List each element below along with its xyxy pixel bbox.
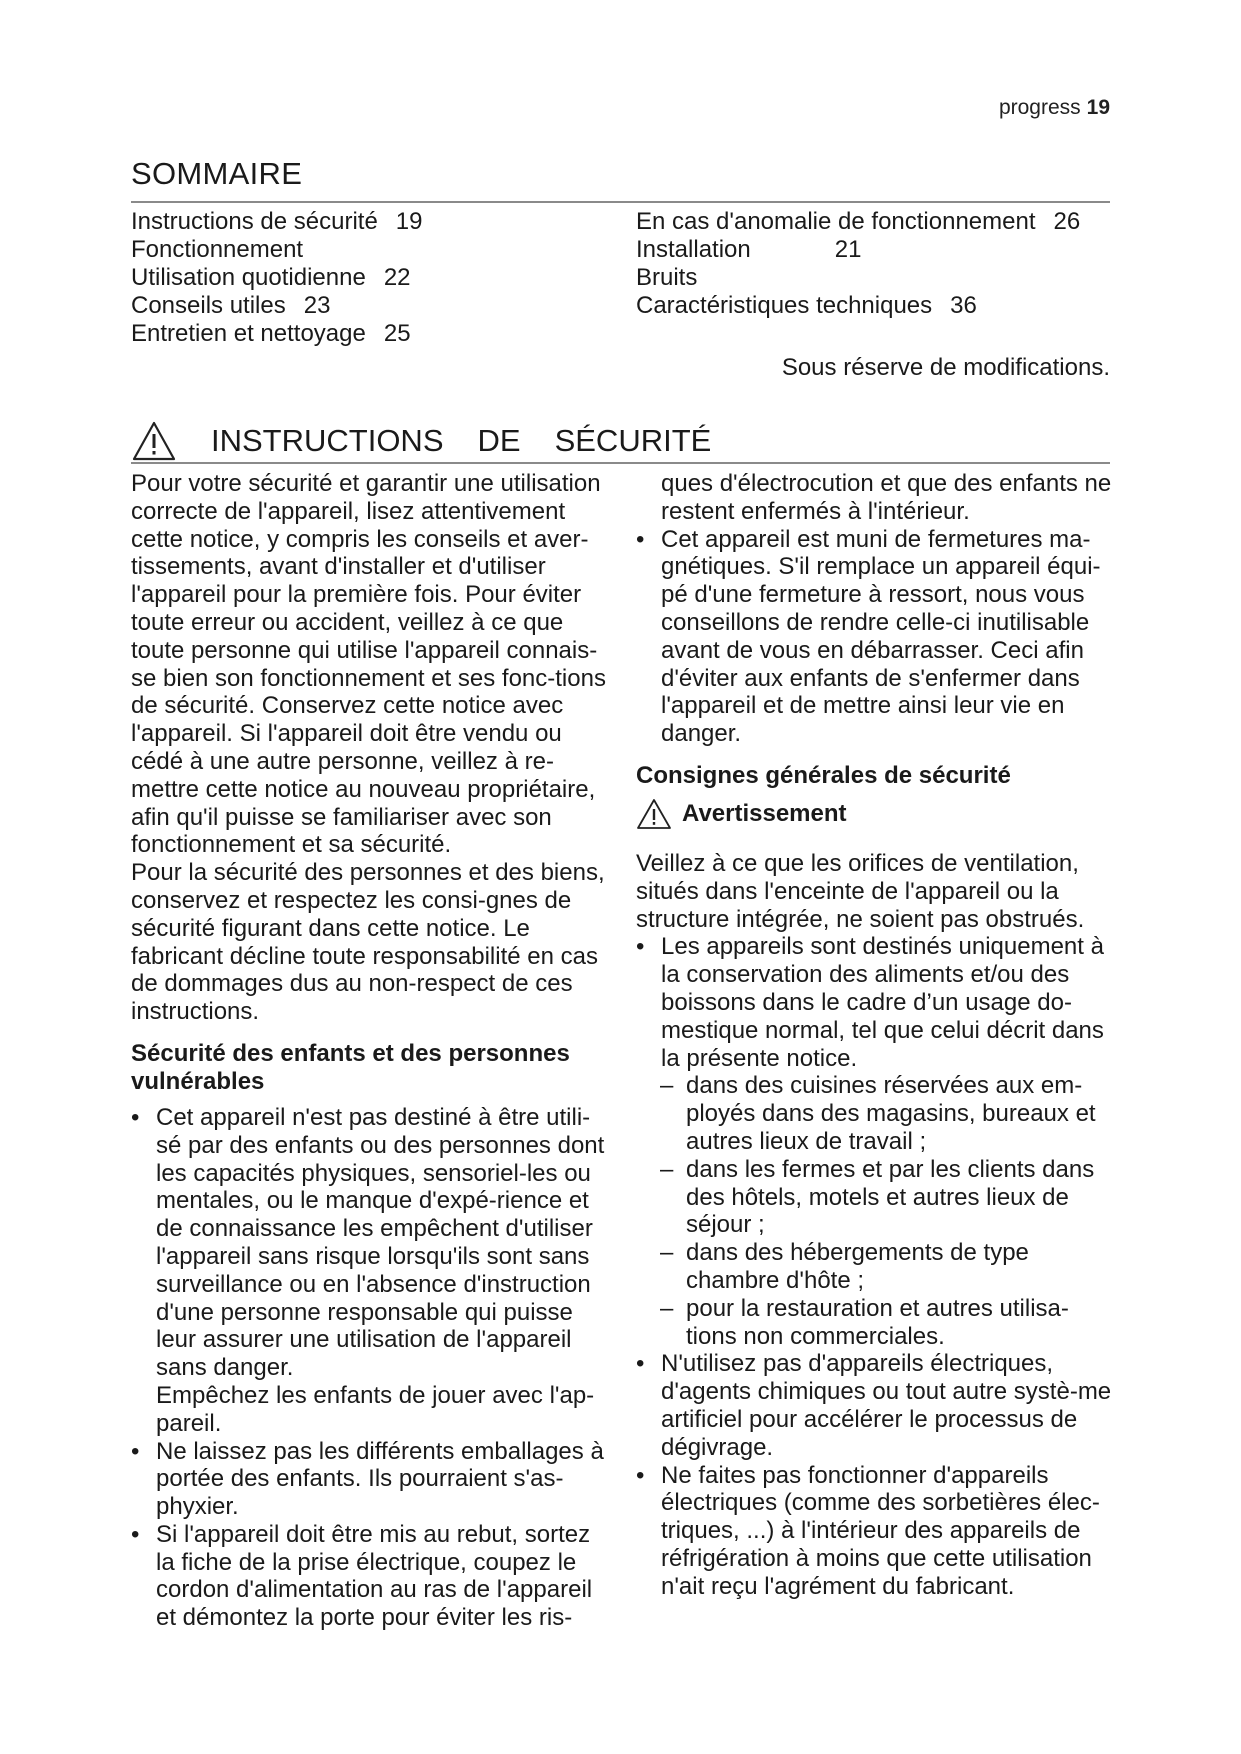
toc-label: Entretien et nettoyage xyxy=(131,320,366,347)
toc-entry[interactable] xyxy=(131,264,423,292)
toc-label: Instructions de sécurité xyxy=(131,208,378,235)
sub-list-item xyxy=(636,1239,1114,1295)
toc-label: Conseils utiles xyxy=(131,292,286,319)
list-item xyxy=(636,933,1114,1072)
toc-entry[interactable] xyxy=(636,236,1080,264)
bullet-dot: • xyxy=(636,525,645,553)
warning-label xyxy=(636,798,1114,830)
list-item xyxy=(131,1521,615,1632)
sub-list-item xyxy=(636,1156,1114,1239)
title-word: INSTRUCTIONS xyxy=(211,423,444,458)
sommaire-title: SOMMAIRE xyxy=(131,156,303,191)
divider xyxy=(131,201,1110,203)
list-item-continuation: Empêchez les enfants de jouer avec l'ap-pareil. xyxy=(156,1381,595,1437)
list-item-text: Si l'appareil doit être mis au rebut, sortez la fiche de la prise électrique, coupez le cordon d'alimentation au ras de l'appareil et démontez la porte pour éviter les ris- xyxy=(156,1520,593,1632)
list-item xyxy=(636,1350,1114,1461)
toc-right xyxy=(636,208,1080,320)
toc-page: 22 xyxy=(383,264,411,291)
dash-marker: – xyxy=(660,1155,674,1183)
toc-page: 19 xyxy=(395,208,423,235)
bullet-dot: • xyxy=(636,1350,645,1378)
list-item-text: Cet appareil est muni de fermetures ma-gnétiques. S'il remplace un appareil équi-pé d'une fermeture à ressort, nous vous conseillons de rendre celle-ci inutilisable avant de vous en débarrasser. Ceci afin d'éviter aux enfants de s'enfermer dans l'appareil et de mettre ainsi leur vie en danger. xyxy=(661,525,1101,748)
column-left xyxy=(131,470,615,1632)
divider xyxy=(131,462,1110,464)
toc-page: 26 xyxy=(1053,208,1081,235)
ventilation-paragraph: Veillez à ce que les orifices de ventilation, situés dans l'enceinte de l'appareil ou la structure intégrée, ne soient pas obstrués. xyxy=(636,849,1085,933)
toc-entry[interactable] xyxy=(131,320,423,348)
toc-page: 21 xyxy=(834,236,862,263)
intro-paragraph: Pour votre sécurité et garantir une utilisation correcte de l'appareil, lisez attentivement cette notice, y compris les conseils et aver-tissements, avant d'installer et d'utiliser l'appareil pour la première fois. Pour éviter toute erreur ou accident, veillez à ce que toute personne qui utilise l'appareil connais-se bien son fonctionnement et ses fonc-tions de sécurité. Conservez cette notice avec l'appareil. Si l'appareil doit être vendu ou cédé à une autre personne, veillez à re-mettre cette notice au nouveau propriétaire, afin qu'il puisse se familiariser avec son fonctionnement et sa sécurité. xyxy=(131,470,606,859)
toc-label: Installation xyxy=(636,236,751,263)
title-word: SÉCURITÉ xyxy=(554,423,712,458)
children-safety-heading: Sécurité des enfants et des personnes vulnérables xyxy=(131,1039,570,1095)
list-item xyxy=(636,1462,1114,1601)
page-number: 19 xyxy=(1086,96,1110,119)
dash-marker: – xyxy=(660,1239,674,1267)
list-item-text: Ne laissez pas les différents emballages à portée des enfants. Ils pourraient s'as-phyxier. xyxy=(156,1437,604,1521)
dash-marker: – xyxy=(660,1072,674,1100)
toc-entry[interactable] xyxy=(636,264,1080,292)
list-item xyxy=(131,1438,615,1521)
sub-list-item-text: pour la restauration et autres utilisa-tions non commerciales. xyxy=(686,1294,1069,1350)
sub-list-item-text: dans les fermes et par les clients dans des hôtels, motels et autres lieux de séjour ; xyxy=(686,1155,1095,1239)
list-item-text: N'utilisez pas d'appareils électriques, d'agents chimiques ou tout autre systè-me artificiel pour accélérer le processus de dégivrage. xyxy=(661,1350,1112,1461)
toc-entry[interactable] xyxy=(131,208,423,236)
warning-triangle-icon xyxy=(636,798,672,830)
page-header xyxy=(999,96,1110,120)
bullet-dot: • xyxy=(636,933,645,961)
toc-label: Utilisation quotidienne xyxy=(131,264,366,291)
brand-name: progress xyxy=(998,96,1081,119)
continued-text: ques d'électrocution et que des enfants ne restent enfermés à l'intérieur. xyxy=(661,470,1112,525)
intro-paragraph-2: Pour la sécurité des personnes et des biens, conservez et respectez les consi-gnes de sécurité figurant dans cette notice. Le fabricant décline toute responsabilité en cas de dommages dus au non-respect de ces instructions. xyxy=(131,859,605,1026)
list-item-text: Cet appareil n'est pas destiné à être utili-sé par des enfants ou des personnes dont les capacités physiques, sensoriel-les ou mentales, ou le manque d'expé-rience et de connaissance les empêchent d'utiliser l'appareil sans risque lorsqu'ils sont sans surveillance ou en l'absence d'instruction d'une personne responsable qui puisse leur assurer une utilisation de l'appareil sans danger. xyxy=(156,1103,605,1382)
safety-section-title xyxy=(131,420,711,462)
list-item xyxy=(131,1104,615,1382)
toc-label: Fonctionnement xyxy=(131,236,304,263)
toc-entry[interactable] xyxy=(636,208,1080,236)
toc-entry[interactable] xyxy=(131,236,423,264)
list-item-text: Ne faites pas fonctionner d'appareils électriques (comme des sorbetières élec-triques, ...) à l'intérieur des appareils de réfrigération à moins que cette utilisation n'ait reçu l'agrément du fabricant. xyxy=(661,1461,1100,1600)
toc-left xyxy=(131,208,423,348)
dash-marker: – xyxy=(660,1294,674,1322)
sub-list-item-text: dans des cuisines réservées aux em-ployés dans des magasins, bureaux et autres lieux de travail ; xyxy=(686,1072,1096,1155)
toc-label: Bruits xyxy=(636,264,698,291)
sub-list-item-text: dans des hébergements de type chambre d'hôte ; xyxy=(686,1239,1029,1294)
bullet-dot: • xyxy=(131,1103,140,1131)
list-item-text: Les appareils sont destinés uniquement à la conservation des aliments et/ou des boissons dans le cadre d’un usage do-mestique normal, tel que celui décrit dans la présente notice. xyxy=(661,933,1104,1072)
toc-entry[interactable] xyxy=(636,292,1080,320)
toc-page: 23 xyxy=(303,292,331,319)
toc-label: En cas d'anomalie de fonctionnement xyxy=(636,208,1036,235)
sub-list-item xyxy=(636,1072,1114,1155)
toc-label: Caractéristiques techniques xyxy=(636,292,933,319)
toc-page: 36 xyxy=(950,292,977,319)
warning-triangle-icon xyxy=(131,420,177,462)
toc-page: 25 xyxy=(383,320,411,347)
modification-notice: Sous réserve de modifications. xyxy=(781,354,1110,381)
column-right xyxy=(636,470,1114,1600)
general-safety-heading: Consignes générales de sécurité xyxy=(636,761,1011,789)
toc-entry[interactable] xyxy=(131,292,423,320)
title-word: DE xyxy=(477,423,521,458)
list-item xyxy=(636,526,1114,748)
bullet-dot: • xyxy=(131,1437,140,1465)
sub-list-item xyxy=(636,1295,1114,1351)
bullet-dot: • xyxy=(131,1520,140,1548)
bullet-dot: • xyxy=(636,1461,645,1489)
warning-heading: Avertissement xyxy=(682,799,847,827)
